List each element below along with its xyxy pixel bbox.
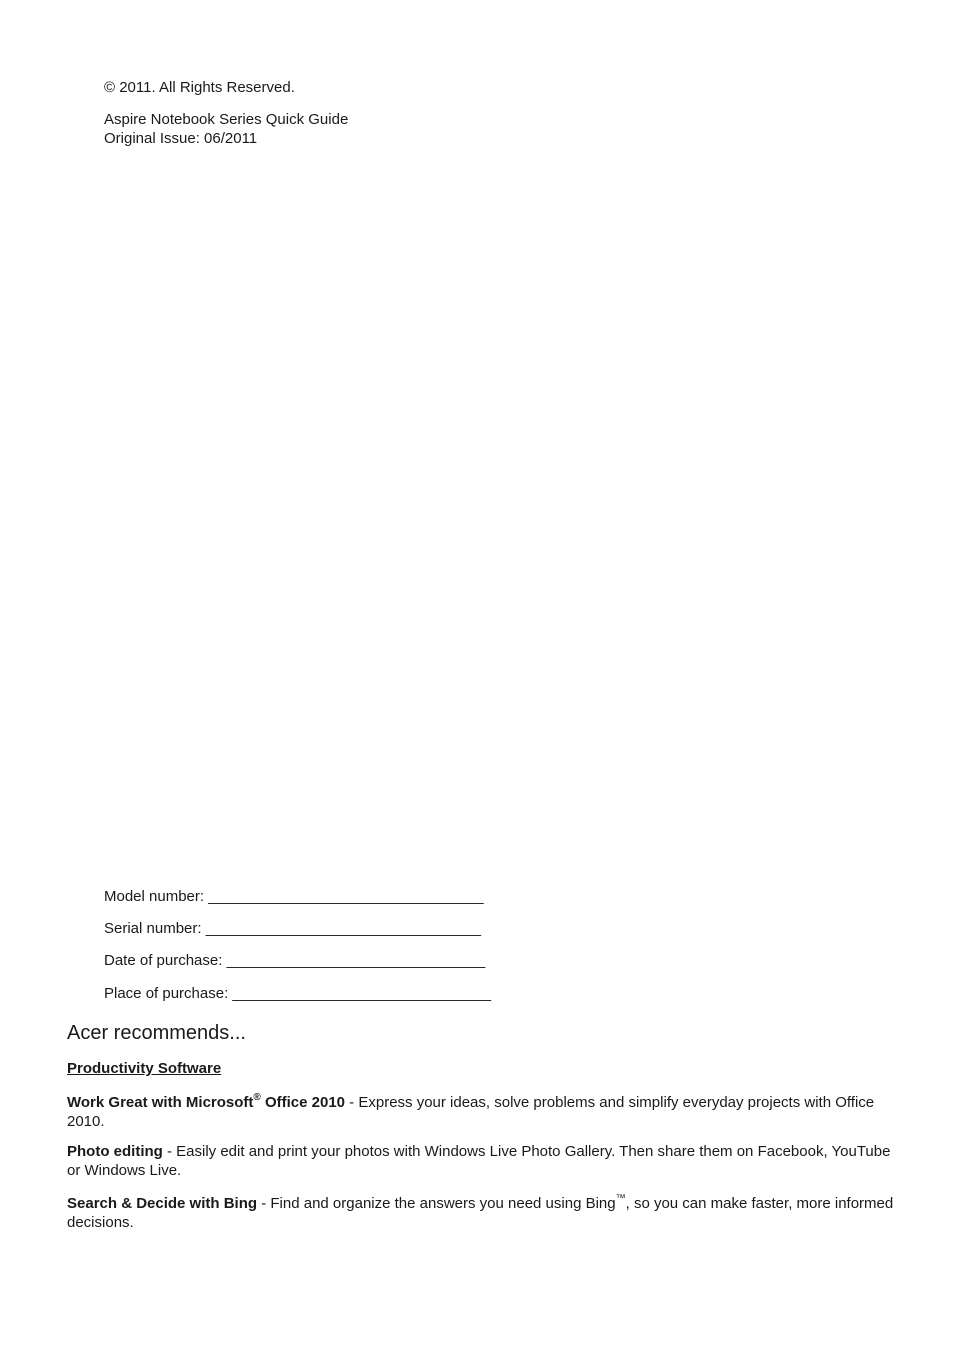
recommend-item-text: - Easily edit and print your photos with Windows Live Photo Gallery. Then share them on Facebook, YouTube or Windows Live.	[67, 1143, 891, 1179]
guide-title: Aspire Notebook Series Quick Guide	[104, 111, 349, 128]
recommend-item-text-end: , so you can make faster, more informed decisions.	[67, 1195, 894, 1231]
record-field-place	[104, 984, 491, 1003]
record-field-label: Date of purchase:	[104, 952, 223, 969]
record-field-serial	[104, 919, 481, 938]
record-field-blank: _______________________________	[232, 985, 492, 1002]
record-field-label: Model number:	[104, 888, 205, 905]
record-field-blank: _________________________________	[205, 920, 482, 937]
recommend-item-bing	[67, 1194, 897, 1232]
record-field-model	[104, 887, 484, 906]
recommend-item-text: - Express your ideas, solve problems and simplify everyday projects with Office 2010.	[67, 1094, 875, 1130]
record-field-blank: _______________________________	[226, 952, 486, 969]
trademark-mark: ™	[615, 1193, 626, 1204]
recommend-item-title: Photo editing	[67, 1143, 163, 1160]
recommends-heading: Acer recommends...	[67, 1022, 246, 1044]
record-field-label: Place of purchase:	[104, 985, 229, 1002]
recommends-subheading: Productivity Software	[67, 1060, 222, 1077]
recommend-item-title: Search & Decide with Bing	[67, 1195, 258, 1212]
record-field-date	[104, 951, 485, 970]
original-issue: Original Issue: 06/2011	[104, 130, 258, 147]
record-field-label: Serial number:	[104, 920, 202, 937]
recommend-item-office	[67, 1093, 897, 1131]
recommend-item-title: Work Great with Microsoft® Office 2010	[67, 1092, 346, 1111]
recommend-item-photo	[67, 1142, 897, 1180]
copyright-notice: © 2011. All Rights Reserved.	[104, 79, 295, 96]
record-field-blank: _________________________________	[208, 888, 484, 905]
recommend-item-text: - Find and organize the answers you need using Bing	[257, 1195, 616, 1212]
